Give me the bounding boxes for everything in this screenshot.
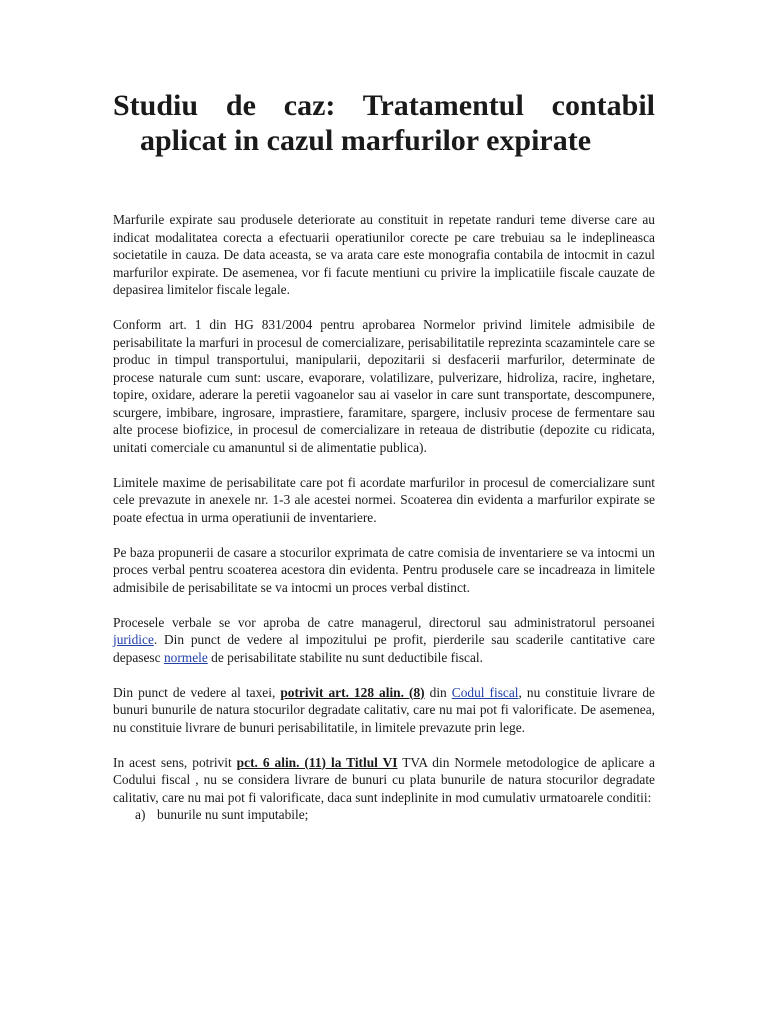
p7-text-b: TVA din Normele metodologice de aplicare a Codului fiscal , nu se considera livrare de bunuri cu plata bunurile de natura stocurilor degradate calitativ, care nu mai pot fi valorificate, daca sunt indeplinite in mod cumulativ urmatoarele conditii: <box>113 754 655 805</box>
p7-text-a: In acest sens, potrivit <box>113 754 237 770</box>
document-body <box>113 211 655 824</box>
document-title <box>113 88 655 158</box>
paragraph-norme-metodologice <box>113 754 655 807</box>
paragraph-taxa <box>113 684 655 737</box>
title-line-1: Studiu de caz: Tratamentul contabil <box>113 89 655 122</box>
paragraph-limits: Limitele maxime de perisabilitate care pot fi acordate marfurilor in procesul de comercializare sunt cele prevazute in anexele nr. 1-3 ale acestei normei. Scoaterea din evidenta a marfurilor expirate se poate efectua in urma operatiunii de inventariere. <box>113 474 655 525</box>
link-normele[interactable]: normele <box>163 649 208 665</box>
link-codul-fiscal[interactable]: Codul fiscal <box>451 684 519 700</box>
title-line-2: aplicat in cazul marfurilor expirate <box>140 124 592 157</box>
p6-text-b: din <box>424 684 452 700</box>
p5-text-a: Procesele verbale se vor aproba de catre managerul, directorul sau administratorul persoanei <box>113 614 655 630</box>
paragraph-hg-831: Conform art. 1 din HG 831/2004 pentru aprobarea Normelor privind limitele admisibile de perisabilitate la marfuri in procesul de comercializare, perisabilitatile reprezinta scazamintele care se produc in timpul transportului, manipularii, depozitarii si desfacerii marfurilor, determinate de procese naturale cum sunt: uscare, evaporare, volatilizare, pulverizare, hidroliza, racire, inghetare, topire, oxidare, aderare la peretii vagoanelor sau ai vaselor in care sunt transportate, descompunere, scurgere, imbibare, ingrosare, imprastiere, faramitare, spargere, inclusiv procese de fermentare sau alte procese biofizice, in procesul de comercializare in reteaua de distributie (depozite cu ridicata, unitati comerciale cu amanuntul si de alimentatie publica). <box>113 317 655 455</box>
p6-bold-reference: potrivit art. 128 alin. (8) <box>280 684 425 700</box>
p6-text-c: , nu constituie livrare de bunuri bunurile de natura stocurilor degradate calitativ, care nu mai pot fi valorificate. De asemenea, nu constituie livrare de bunuri perisabilitatile, in limitele prevazute prin lege. <box>113 684 655 735</box>
p6-text-a: Din punct de vedere al taxei, <box>113 684 281 700</box>
list-item-text: bunurile nu sunt imputabile; <box>157 807 309 822</box>
list-item <box>113 806 655 824</box>
link-juridice[interactable]: juridice <box>113 632 154 647</box>
p5-text-b: . Din punct de vedere al impozitului pe profit, pierderile sau scaderile cantitative care depasesc <box>113 632 655 665</box>
p7-bold-reference: pct. 6 alin. (11) la Titlul VI <box>236 754 398 770</box>
paragraph-procese-verbale <box>113 614 655 667</box>
paragraph-casare: Pe baza propunerii de casare a stocurilor exprimata de catre comisia de inventariere se va intocmi un proces verbal pentru scoaterea acestora din evidenta. Pentru produsele care se incadreaza in limitele admisibile de perisabilitate se va intocmi un proces verbal distinct. <box>113 544 655 595</box>
conditions-list <box>113 806 655 824</box>
paragraph-intro: Marfurile expirate sau produsele deteriorate au constituit in repetate randuri teme diverse care au indicat modalitatea corecta a efectuarii operatiunilor corecte pe care trebuiau sa le indeplineasca societatile in cauza. De data aceasta, se va arata care este monografia contabila de intocmit in cazul marfurilor expirate. De asemenea, vor fi facute mentiuni cu privire la implicatiile fiscale cauzate de depasirea limitelor fiscale legale. <box>113 212 655 297</box>
list-item-marker: a) <box>135 807 146 822</box>
p5-text-c: de perisabilitate stabilite nu sunt deductibile fiscal. <box>207 649 483 665</box>
